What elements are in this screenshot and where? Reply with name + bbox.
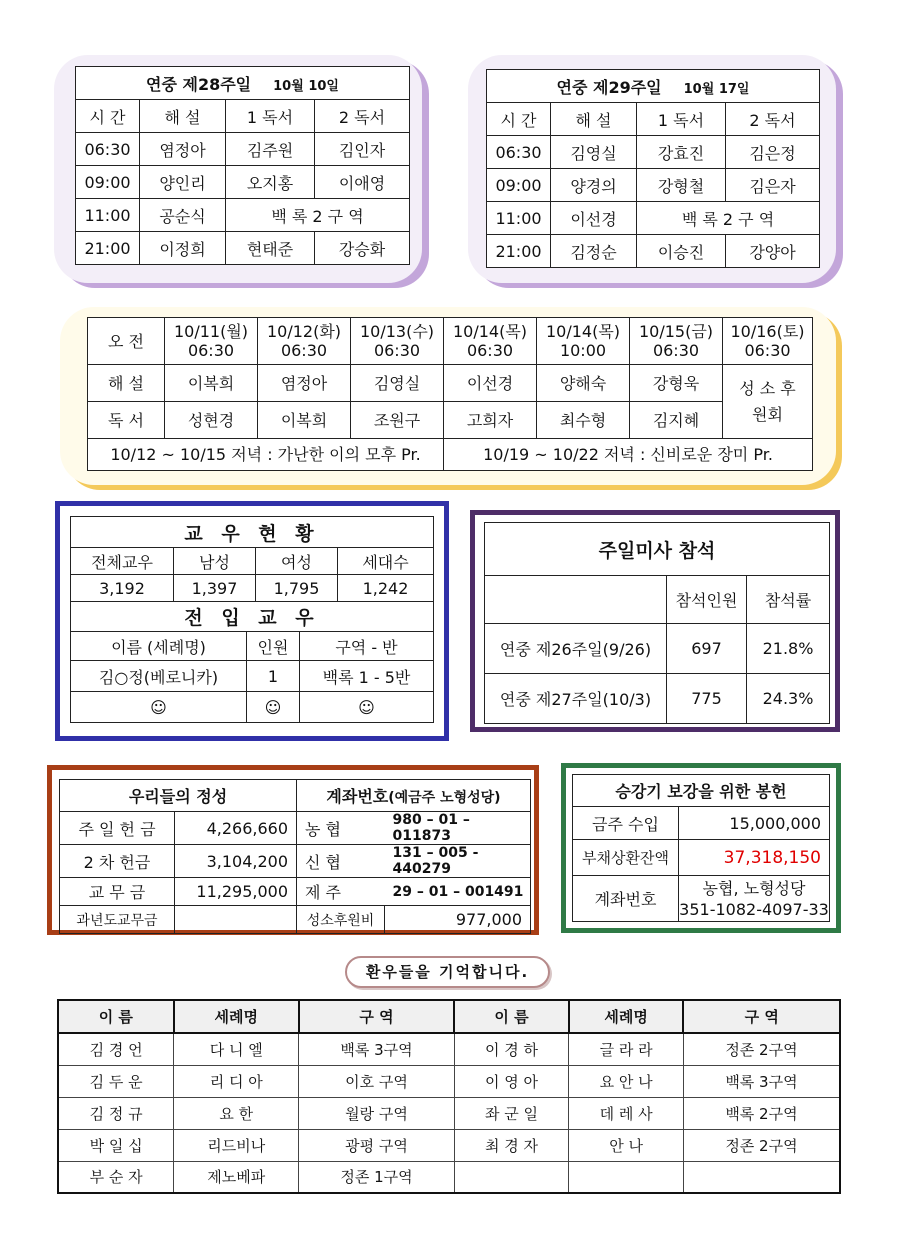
debt-balance: 37,318,150 (679, 840, 830, 876)
table-row: 21:00 이정희 현태준 강승화 (76, 232, 410, 265)
offerings-title: 우리들의 정성 (60, 780, 297, 812)
table-row: 09:00 양경의 강형철 김은자 (487, 169, 820, 202)
elevator-title: 승강기 보강을 위한 봉헌 (573, 775, 830, 807)
elevator-table: 승강기 보강을 위한 봉헌 금주 수입 15,000,000 부채상환잔액 37,318,150 계좌번호 농협, 노형성당 351-1082-4097-33 (572, 774, 830, 922)
week29-card (468, 55, 836, 283)
weekday-table: 오 전 10/11(월) 06:30 10/12(화) 06:30 10/13(수) 06:30 10/14(목) 06:30 10/14(목) 10:00 10/15(금) 06:30 10/16(토) 06:30 해 설 이복희 염정아 김영실 이선경 양해숙 강형욱 성 소 후원회 독 서 성현경 이복희 조원구 고희자 최수형 김지혜 10/12 ~ 10/15 저녁 : 가난한 이의 모후 Pr. 10/19 ~ 10/22 저녁 : 신비로운 장미 Pr. (87, 317, 813, 471)
offerings-box (47, 765, 539, 935)
table-row: 박 일 십 리드비나 광평 구역 최 경 자 안 나 정존 2구역 (58, 1129, 840, 1161)
weekday-card (60, 307, 836, 485)
table-row: 부 순 자 제노베파 정존 1구역 (58, 1161, 840, 1193)
table-row: 연중 제27주일(10/3) 775 24.3% (485, 674, 830, 724)
week29-title: 연중 제29주일 10월 17일 (487, 70, 820, 103)
table-row: 06:30 염정아 김주원 김인자 (76, 133, 410, 166)
parishioner-box (55, 501, 449, 741)
evening-note-2: 10/19 ~ 10/22 저녁 : 신비로운 장미 Pr. (444, 439, 813, 471)
elevator-box (561, 763, 841, 933)
attendance-box (470, 510, 840, 732)
smile-icon: ☺ (247, 692, 300, 723)
table-row: 11:00 이선경 백 록 2 구 역 (487, 202, 820, 235)
table-row: 김 정 규 요 한 월랑 구역 좌 군 일 데 레 사 백록 2구역 (58, 1097, 840, 1129)
smile-icon: ☺ (71, 692, 247, 723)
week28-table: 연중 제28주일 10월 10일 시 간 해 설 1 독서 2 독서 06:30 염정아 김주원 김인자 09:00 양인리 오지홍 이애영 11:00 공순식 백 록 2 구 역 21:00 이정희 현태준 강승화 (75, 66, 410, 265)
table-row: 11:00 공순식 백 록 2 구 역 (76, 199, 410, 232)
account-title: 계좌번호(예금주 노형성당) (297, 780, 531, 812)
table-row (71, 692, 434, 723)
week28-card (54, 55, 422, 283)
table-row: 연중 제26주일(9/26) 697 21.8% (485, 624, 830, 674)
table-row: 김 경 언 다 니 엘 백록 3구역 이 경 하 글 라 라 정존 2구역 (58, 1033, 840, 1065)
table-row: 김 두 운 리 디 아 이호 구역 이 영 아 요 안 나 백록 3구역 (58, 1065, 840, 1097)
newcomer-title: 전 입 교 우 (71, 602, 434, 632)
evening-note-1: 10/12 ~ 10/15 저녁 : 가난한 이의 모후 Pr. (88, 439, 444, 471)
table-row: 09:00 양인리 오지홍 이애영 (76, 166, 410, 199)
parishioner-table: 교 우 현 황 전체교우 남성 여성 세대수 3,192 1,397 1,795 1,242 (70, 516, 434, 602)
table-row: 06:30 김영실 강효진 김은정 (487, 136, 820, 169)
week29-table: 연중 제29주일 10월 17일 시 간 해 설 1 독서 2 독서 06:30 김영실 강효진 김은정 09:00 양경의 강형철 김은자 11:00 이선경 백 록 2 구 역 21:00 김정순 이승진 강양아 (486, 69, 820, 268)
attendance-table: 주일미사 참석 참석인원 참석률 연중 제26주일(9/26) 697 21.8% 연중 제27주일(10/3) 775 24.3% (484, 522, 830, 724)
memorial-title: 환우들을 기억합니다. (345, 956, 550, 988)
memorial-table: 이 름 세례명 구 역 이 름 세례명 구 역 김 경 언 다 니 엘 백록 3구역 이 경 하 글 라 라 정존 2구역 김 두 운 리 디 아 이호 구역 이 영 아 요 안 나 백록 3구역 김 정 규 요 한 월랑 구역 좌 군 일 데 레 사 백록 2구역 박 일 십 리드비나 광평 구역 최 경 자 안 나 정존 2구역 부 순 자 제노베파 정존 1구역 (57, 999, 841, 1194)
table-row: 김○정(베로니카) 1 백록 1 - 5반 (71, 661, 434, 692)
smile-icon: ☺ (300, 692, 434, 723)
attendance-title: 주일미사 참석 (485, 523, 830, 576)
parishioner-title: 교 우 현 황 (71, 517, 434, 548)
week28-title: 연중 제28주일 10월 10일 (76, 67, 410, 100)
vocation-group: 성 소 후원회 (723, 365, 813, 439)
newcomer-table: 전 입 교 우 이름 (세례명) 인원 구역 - 반 김○정(베로니카) 1 백록 1 - 5반 ☺ ☺ ☺ (70, 601, 434, 723)
offerings-table: 우리들의 정성 계좌번호(예금주 노형성당) 주 일 헌 금 4,266,660 농 협 980 – 01 – 011873 2 차 헌금 3,104,200 신 협 131 – 005 - 440279 교 무 금 11,295,000 제 주 29 – 01 – 001491 과년도교무금 성소후원비 977,000 (59, 779, 531, 934)
table-row: 21:00 김정순 이승진 강양아 (487, 235, 820, 268)
